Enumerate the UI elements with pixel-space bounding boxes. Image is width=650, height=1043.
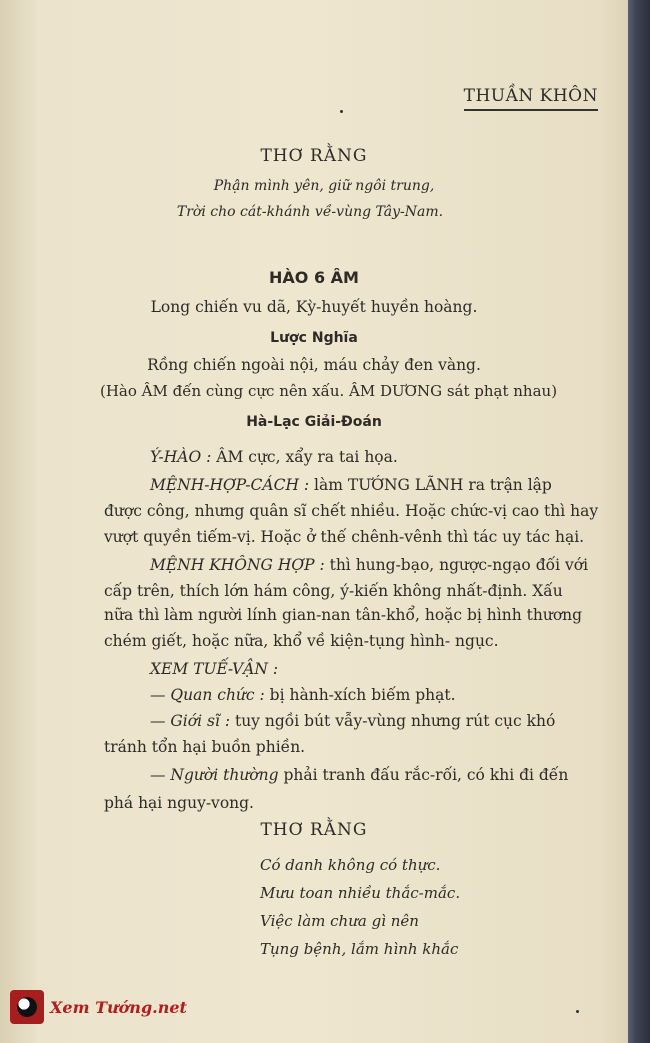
poem-line: Tụng bệnh, lắm hình khắc (260, 940, 459, 958)
line-label: — Người thường (150, 766, 279, 784)
paragraph-line (150, 448, 398, 466)
luoc-nghia-heading: Lược Nghĩa (270, 330, 358, 346)
book-spine (628, 0, 650, 1043)
paragraph-line (150, 766, 568, 784)
luoc-line: Rồng chiến ngoài nội, máu chảy đen vàng. (147, 356, 481, 374)
hao-verse: Long chiến vu dã, Kỳ-huyết huyền hoàng. (150, 298, 478, 316)
paragraph-line: chém giết, hoặc nữa, khổ về kiện-tụng hình- ngục. (104, 632, 499, 650)
paragraph-line: nữa thì làm người lính gian-nan tân-khổ, hoặc bị hình thương (104, 606, 583, 624)
line-text: làm TƯỚNG LÃNH ra trận lập (309, 476, 552, 494)
poem-title-2: THƠ RẰNG (260, 820, 368, 840)
paragraph-line: tránh tổn hại buồn phiền. (104, 738, 306, 756)
paragraph-line (150, 476, 552, 494)
line-label: MỆNH-HỢP-CÁCH : (150, 476, 310, 494)
running-header: THUẦN KHÔN (464, 86, 598, 111)
xem-tue-van-heading: XEM TUẾ-VẬN : (150, 660, 279, 678)
paragraph-line (150, 556, 588, 574)
paragraph-line (150, 712, 555, 730)
poem-line: Phận mình yên, giữ ngôi trung, (213, 178, 435, 194)
line-label: — Giới sĩ : (150, 712, 231, 730)
line-label: Ý-HÀO : (150, 448, 212, 466)
paragraph-line: được công, nhưng quân sĩ chết nhiều. Hoặc chức-vị cao thì hay (104, 502, 599, 520)
line-label: MỆNH KHÔNG HỢP : (150, 556, 325, 574)
line-text: bị hành-xích biếm phạt. (264, 686, 456, 704)
speck (576, 1010, 579, 1013)
poem-line: Trời cho cát-khánh về-vùng Tây-Nam. (176, 204, 444, 220)
paragraph-line: vượt quyền tiếm-vị. Hoặc ở thế chênh-vênh thì tác uy tác hại. (104, 528, 585, 546)
luoc-line: (Hào ÂM đến cùng cực nên xấu. ÂM DƯƠNG sát phạt nhau) (100, 382, 558, 400)
yin-yang-icon (10, 990, 44, 1024)
line-text: thì hung-bạo, ngược-ngạo đối với (324, 556, 589, 574)
poem-line: Mưu toan nhiều thắc-mắc. (260, 884, 461, 902)
watermark-logo[interactable] (10, 990, 187, 1024)
giai-doan-heading: Hà-Lạc Giải-Đoán (246, 414, 382, 430)
line-text: tuy ngồi bút vẫy-vùng nhưng rút cục khó (230, 712, 556, 730)
speck (340, 110, 343, 113)
line-text: ÂM cực, xẩy ra tai họa. (211, 448, 398, 466)
poem-line: Việc làm chưa gì nên (260, 912, 419, 930)
line-label: — Quan chức : (150, 686, 265, 704)
line-text: phải tranh đấu rắc-rối, có khi đi đến (278, 766, 569, 784)
watermark-text: Xem Tướng.net (50, 997, 187, 1017)
poem-title-1: THƠ RẰNG (260, 146, 368, 166)
hao-title: HÀO 6 ÂM (269, 268, 359, 287)
paragraph-line: phá hại nguy-vong. (104, 794, 254, 812)
paragraph-line: cấp trên, thích lớn hám công, ý-kiến không nhất-định. Xấu (104, 582, 563, 600)
paragraph-line (150, 686, 456, 704)
poem-line: Có danh không có thực. (260, 856, 441, 874)
